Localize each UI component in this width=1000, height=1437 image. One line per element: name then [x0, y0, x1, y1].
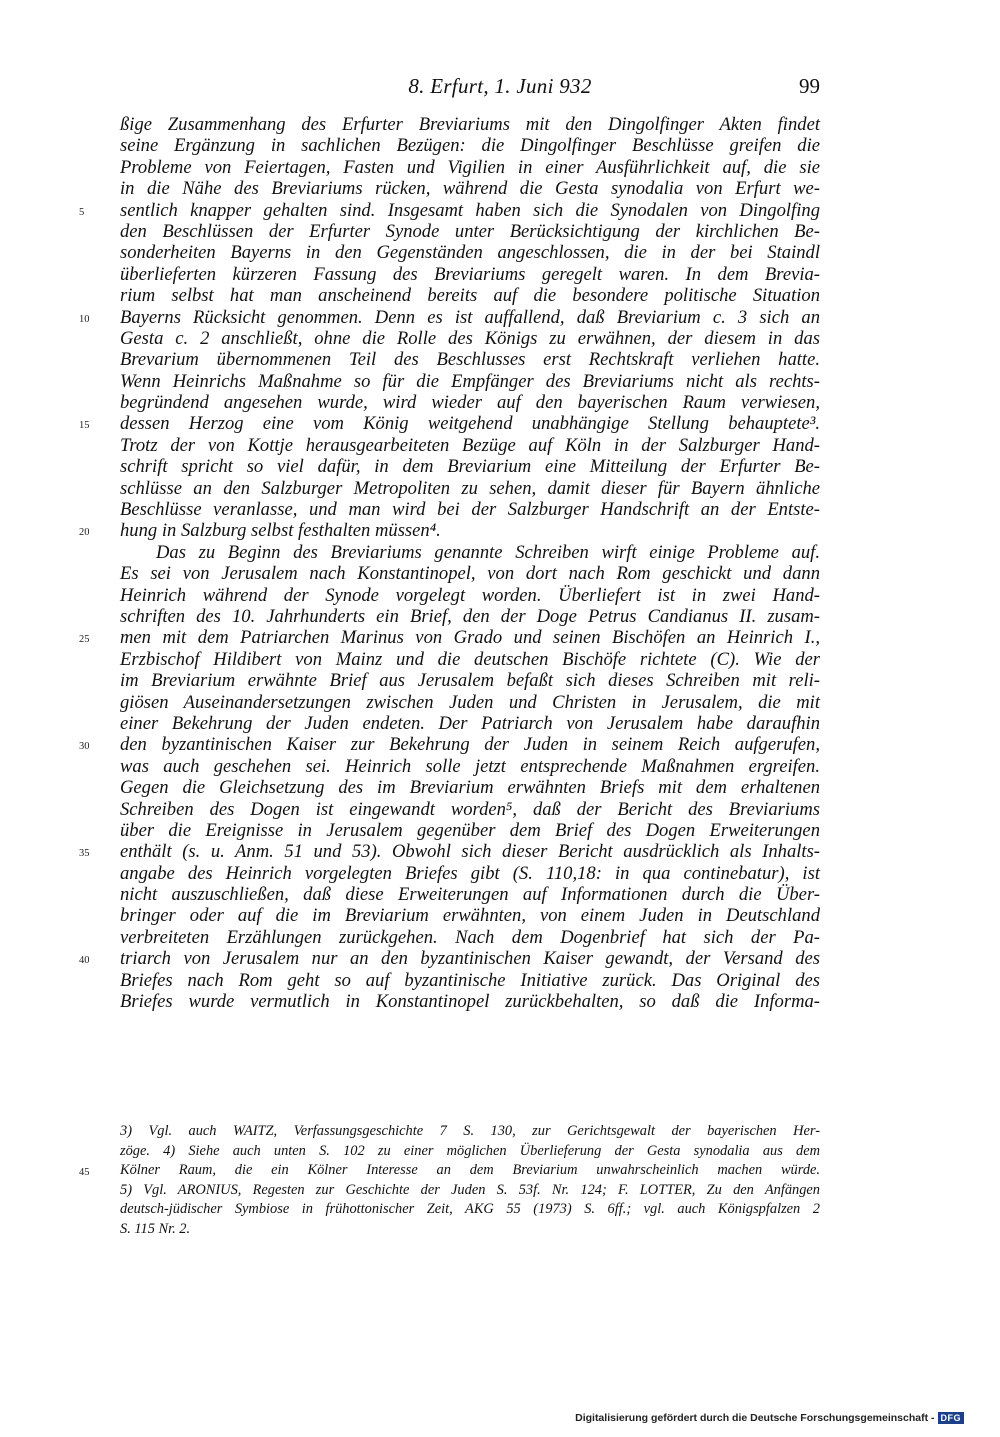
text-line	[120, 756, 820, 777]
line-text: überlieferten kürzeren Fassung des Breviariums geregelt waren. In dem Brevia-	[120, 263, 820, 285]
text-line	[120, 884, 820, 905]
text-line	[120, 670, 820, 691]
footnote-line	[120, 1200, 820, 1220]
text-line	[120, 349, 820, 370]
text-line	[120, 114, 820, 135]
line-text: 3) Vgl. auch WAITZ, Verfassungsgeschichte 7 S. 130, zur Gerichtsgewalt der bayerischen Her-	[120, 1123, 820, 1139]
line-text: zöge. 4) Siehe auch unten S. 102 zu einer möglichen Überlieferung der Gesta synodalia aus dem	[120, 1142, 820, 1159]
line-text: deutsch-jüdischer Symbiose in frühottonischer Zeit, AKG 55 (1973) S. 6ff.; vgl. auch Königspfalzen 2	[120, 1201, 820, 1218]
line-text: Gegen die Gleichsetzung des im Breviarium erwähnten Briefs mit dem erhaltenen	[120, 777, 820, 799]
line-text: dessen Herzog eine vom König weitgehend unabhängige Stellung behauptete³.	[120, 413, 820, 435]
text-line	[120, 392, 820, 413]
footnote-line	[120, 1181, 820, 1201]
text-line	[120, 242, 820, 263]
line-text: Schreiben des Dogen ist eingewandt worden⁵, daß der Bericht des Breviariums	[120, 798, 820, 820]
line-text: Briefes wurde vermutlich in Konstantinopel zurückbehalten, so daß die Informa-	[120, 991, 820, 1013]
line-text: Bayerns Rücksicht genommen. Denn es ist auffallend, daß Breviarium c. 3 sich an	[120, 306, 820, 328]
body-text	[79, 114, 820, 1013]
line-text: begründend angesehen wurde, wird wieder auf den bayerischen Raum verwiesen,	[120, 392, 820, 414]
line-text: schrift spricht so viel dafür, in dem Breviarium eine Mitteilung der Erfurter Be-	[120, 456, 820, 478]
text-line	[120, 563, 820, 584]
line-number: 20	[79, 527, 90, 539]
text-line	[120, 478, 820, 499]
text-line	[120, 328, 820, 349]
line-text: in die Nähe des Breviariums rücken, während die Gesta synodalia von Erfurt we-	[120, 178, 820, 200]
line-text: Wenn Heinrichs Maßnahme so für die Empfänger des Breviariums nicht als rechts-	[120, 370, 820, 392]
text-line	[120, 542, 820, 563]
line-text: nicht auszuschließen, daß diese Erweiterungen auf Informationen durch die Über-	[120, 884, 820, 906]
line-text: enthält (s. u. Anm. 51 und 53). Obwohl sich dieser Bericht ausdrücklich als Inhalts-	[120, 841, 820, 863]
text-line	[120, 221, 820, 242]
text-line	[120, 135, 820, 156]
line-text: den byzantinischen Kaiser zur Bekehrung der Juden in seinem Reich aufgerufen,	[120, 734, 820, 756]
line-text: ßige Zusammenhang des Erfurter Breviariums mit den Dingolfinger Akten findet	[120, 114, 820, 135]
text-line	[79, 520, 820, 542]
line-text: angabe des Heinrich vorgelegten Briefes gibt (S. 110,18: in qua continebatur), ist	[120, 862, 820, 884]
text-line	[120, 991, 820, 1012]
line-text: bringer oder auf die im Breviarium erwähnten, von einem Juden in Deutschland	[120, 905, 820, 927]
text-line	[120, 435, 820, 456]
line-number: 5	[79, 206, 85, 218]
line-text: sentlich knapper gehalten sind. Insgesamt haben sich die Synodalen von Dingolfing	[120, 199, 820, 221]
text-line	[120, 178, 820, 199]
line-text: einer Bekehrung der Juden endeten. Der Patriarch von Jerusalem habe daraufhin	[120, 712, 820, 734]
line-text: 5) Vgl. ARONIUS, Regesten zur Geschichte der Juden S. 53f. Nr. 124; F. LOTTER, Zu den Anfängen	[120, 1181, 820, 1198]
page-number: 99	[799, 74, 820, 98]
line-text: Es sei von Jerusalem nach Konstantinopel, von dort nach Rom geschickt und dann	[120, 563, 820, 585]
text-line	[120, 692, 820, 713]
text-line	[79, 627, 820, 649]
text-line	[79, 199, 820, 221]
line-text: sonderheiten Bayerns in den Gegenständen angeschlossen, die in der bei Staindl	[120, 242, 820, 264]
footnote-line	[120, 1220, 820, 1240]
text-line	[79, 948, 820, 970]
text-line	[120, 606, 820, 627]
line-text: was auch geschehen sei. Heinrich solle jetzt entsprechende Maßnahmen ergreifen.	[120, 755, 820, 777]
line-text: triarch von Jerusalem nur an den byzantinischen Kaiser gewandt, der Versand des	[120, 948, 820, 970]
line-text: über die Ereignisse in Jerusalem gegenüber dem Brief des Dogen Erweiterungen	[120, 819, 820, 841]
line-text: Briefes nach Rom geht so auf byzantinische Initiative zurück. Das Original des	[120, 969, 820, 991]
line-text: Erzbischof Hildibert von Mainz und die deutschen Bischöfe richtete (C). Wie der	[120, 648, 820, 670]
dfg-logo: DFG	[938, 1412, 965, 1424]
line-text: giösen Auseinandersetzungen zwischen Juden und Christen in Jerusalem, die mit	[120, 691, 820, 713]
line-number: 15	[79, 420, 90, 432]
line-text: im Breviarium erwähnte Brief aus Jerusalem befaßt sich dieses Schreiben mit reli-	[120, 670, 820, 692]
text-line	[120, 863, 820, 884]
text-line	[120, 713, 820, 734]
line-text: Beschlüsse veranlasse, und man wird bei der Salzburger Handschrift an der Entste-	[120, 499, 820, 521]
text-line	[120, 585, 820, 606]
text-line	[120, 157, 820, 178]
line-text: Das zu Beginn des Breviariums genannte Schreiben wirft einige Probleme auf.	[156, 541, 820, 563]
line-number: 30	[79, 741, 90, 753]
line-text: seine Ergänzung in sachlichen Bezügen: die Dingolfinger Beschlüsse greifen die	[120, 135, 820, 157]
line-number: 45	[79, 1167, 90, 1179]
line-text: den Beschlüssen der Erfurter Synode unter Berücksichtigung der kirchlichen Be-	[120, 220, 820, 242]
text-line	[79, 841, 820, 863]
text-line	[120, 456, 820, 477]
line-text: Probleme von Feiertagen, Fasten und Vigilien in einer Ausführlichkeit auf, die sie	[120, 156, 820, 178]
text-line	[120, 905, 820, 926]
text-line	[120, 799, 820, 820]
text-line	[120, 285, 820, 306]
line-text: Brevarium übernommenen Teil des Beschlusses erst Rechtskraft verliehen hatte.	[120, 349, 820, 371]
footnote-line	[79, 1161, 820, 1181]
footnotes	[79, 1122, 820, 1240]
text-line	[120, 371, 820, 392]
line-text: Heinrich während der Synode vorgelegt worden. Überliefert ist in zwei Hand-	[120, 584, 820, 606]
line-text: Gesta c. 2 anschließt, ohne die Rolle des Königs zu erwähnen, der diesem in das	[120, 327, 820, 349]
text-line	[79, 306, 820, 328]
text-line	[120, 777, 820, 798]
line-text: schlüsse an den Salzburger Metropoliten zu sehen, damit dieser für Bayern ähnliche	[120, 477, 820, 499]
text-line	[120, 970, 820, 991]
running-header-title: 8. Erfurt, 1. Juni 932	[408, 74, 592, 98]
line-text: Kölner Raum, die ein Kölner Interesse an dem Breviarium unwahrscheinlich machen würde.	[120, 1162, 820, 1179]
digitization-credit-text: Digitalisierung gefördert durch die Deutsche Forschungsgemeinschaft -	[575, 1412, 935, 1424]
line-text: men mit dem Patriarchen Marinus von Grado und seinen Bischöfen an Heinrich I.,	[120, 627, 820, 649]
text-line	[120, 649, 820, 670]
text-line	[79, 413, 820, 435]
line-number: 10	[79, 313, 90, 325]
line-text: hung in Salzburg selbst festhalten müssen⁴.	[120, 520, 441, 542]
text-line	[79, 734, 820, 756]
text-line	[120, 927, 820, 948]
line-text: S. 115 Nr. 2.	[120, 1220, 191, 1237]
line-text: verbreiteten Erzählungen zurückgehen. Nach dem Dogenbrief hat sich der Pa-	[120, 926, 820, 948]
line-number: 40	[79, 955, 90, 967]
line-text: Trotz der von Kottje herausgearbeiteten Bezüge auf Köln in der Salzburger Hand-	[120, 434, 820, 456]
text-line	[120, 820, 820, 841]
line-text: schriften des 10. Jahrhunderts ein Brief, den der Doge Petrus Candianus II. zusam-	[120, 605, 820, 627]
text-line	[120, 264, 820, 285]
text-line	[120, 499, 820, 520]
line-number: 25	[79, 634, 90, 646]
line-number: 35	[79, 848, 90, 860]
digitization-credit	[575, 1412, 964, 1424]
footnote-line	[120, 1122, 820, 1142]
line-text: rium selbst hat man anscheinend bereits auf die besondere politische Situation	[120, 285, 820, 307]
footnote-line	[120, 1142, 820, 1162]
